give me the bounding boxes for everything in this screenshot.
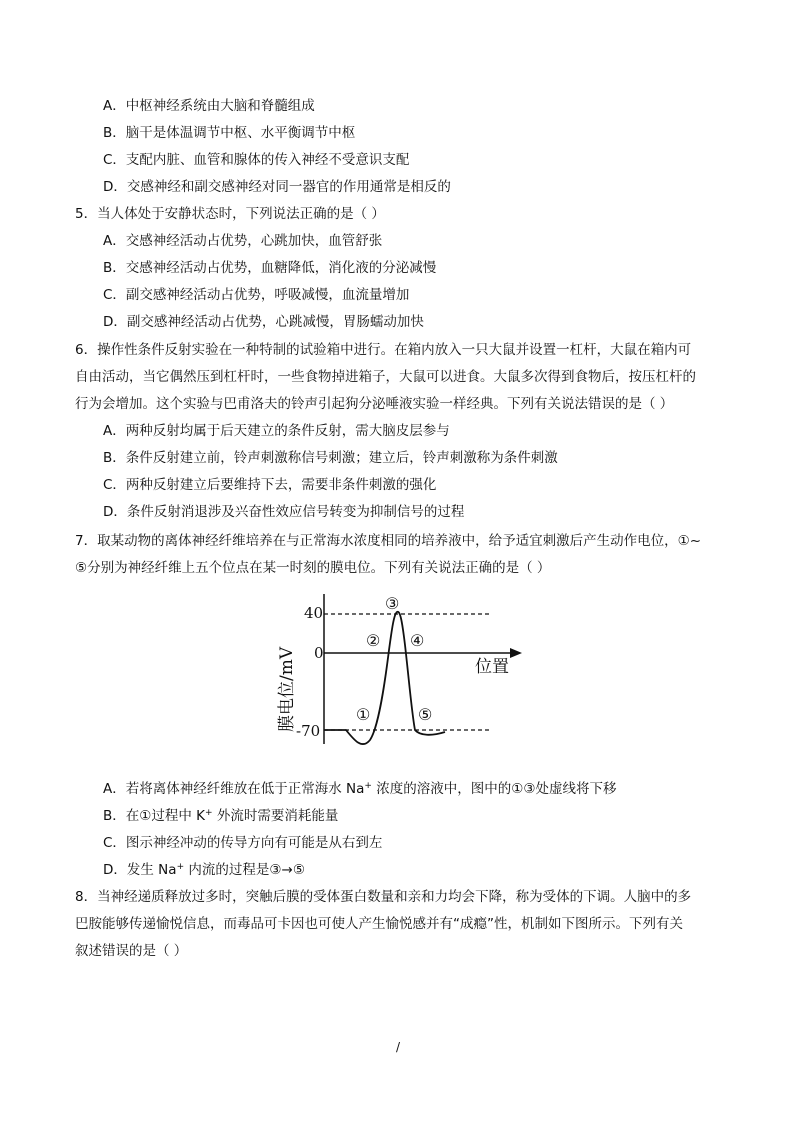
q8-stem-line-1: 8．当神经递质释放过多时，突触后膜的受体蛋白数量和亲和力均会下降，称为受体的下调。人脑中的多 xyxy=(75,889,692,905)
q6-option-d: D．条件反射消退涉及兴奋性效应信号转变为抑制信号的过程 xyxy=(103,504,465,520)
point-4-label: ④ xyxy=(410,631,425,650)
q8-stem-line-2: 巴胺能够传递愉悦信息，而毒品可卡因也可使人产生愉悦感并有“成瘾”性，机制如下图所示。下列有关 xyxy=(75,916,683,932)
q5-option-c: C．副交感神经活动占优势，呼吸减慢，血流量增加 xyxy=(103,287,410,303)
point-1-label: ① xyxy=(356,705,371,724)
tick-40: 40 xyxy=(304,604,324,622)
q7-stem-line-1: 7．取某动物的离体神经纤维培养在与正常海水浓度相同的培养液中，给予适宜刺激后产生动作电位，①~ xyxy=(75,533,702,549)
q5-option-b: B．交感神经活动占优势，血糖降低，消化液的分泌减慢 xyxy=(103,260,437,276)
q7-option-a: A．若将离体神经纤维放在低于正常海水 Na+ 浓度的溶液中，图中的①③处虚线将下移 xyxy=(103,781,617,797)
q8-stem-line-3: 叙述错误的是（ ） xyxy=(75,943,188,959)
x-axis-label: 位置 xyxy=(475,657,509,677)
q6-stem-line-1: 6．操作性条件反射实验在一种特制的试验箱中进行。在箱内放入一只大鼠并设置一杠杆，大鼠在箱内可 xyxy=(75,342,692,358)
q4-option-a: A．中枢神经系统由大脑和脊髓组成 xyxy=(103,98,315,114)
q4-option-d: D．交感神经和副交感神经对同一器官的作用通常是相反的 xyxy=(103,179,451,195)
q6-stem-line-3: 行为会增加。这个实验与巴甫洛夫的铃声引起狗分泌唾液实验一样经典。下列有关说法错误的是（ ） xyxy=(75,396,674,412)
action-potential-curve xyxy=(324,612,445,744)
y-axis-label: 膜电位/mV xyxy=(277,646,297,732)
point-5-label: ⑤ xyxy=(418,705,433,724)
q7-stem-line-2: ⑤分别为神经纤维上五个位点在某一时刻的膜电位。下列有关说法正确的是（ ） xyxy=(75,560,551,576)
tick-0: 0 xyxy=(314,644,324,662)
point-3-label: ③ xyxy=(385,594,400,613)
point-2-label: ② xyxy=(366,631,381,650)
q7-option-c: C．图示神经冲动的传导方向有可能是从右到左 xyxy=(103,835,383,851)
q6-option-b: B．条件反射建立前，铃声刺激称信号刺激；建立后，铃声刺激称为条件刺激 xyxy=(103,450,558,466)
q4-option-c: C．支配内脏、血管和腺体的传入神经不受意识支配 xyxy=(103,152,410,168)
q6-option-c: C．两种反射建立后要维持下去，需要非条件刺激的强化 xyxy=(103,477,437,493)
q4-option-b: B．脑干是体温调节中枢、水平衡调节中枢 xyxy=(103,125,356,141)
tick-neg70: -70 xyxy=(296,722,321,740)
page-number: / xyxy=(396,1040,401,1054)
membrane-potential-figure xyxy=(270,590,530,750)
q7-option-d: D．发生 Na+ 内流的过程是③→⑤ xyxy=(103,862,305,878)
x-axis-arrow xyxy=(510,648,522,658)
q6-option-a: A．两种反射均属于后天建立的条件反射，需大脑皮层参与 xyxy=(103,423,450,439)
q6-stem-line-2: 自由活动，当它偶然压到杠杆时，一些食物掉进箱子，大鼠可以进食。大鼠多次得到食物后，按压杠杆的 xyxy=(75,369,696,385)
q5-stem: 5．当人体处于安静状态时，下列说法正确的是（ ） xyxy=(75,206,385,222)
q5-option-a: A．交感神经活动占优势，心跳加快，血管舒张 xyxy=(103,233,383,249)
q7-option-b: B．在①过程中 K+ 外流时需要消耗能量 xyxy=(103,808,339,824)
q5-option-d: D．副交感神经活动占优势，心跳减慢，胃肠蠕动加快 xyxy=(103,314,424,330)
